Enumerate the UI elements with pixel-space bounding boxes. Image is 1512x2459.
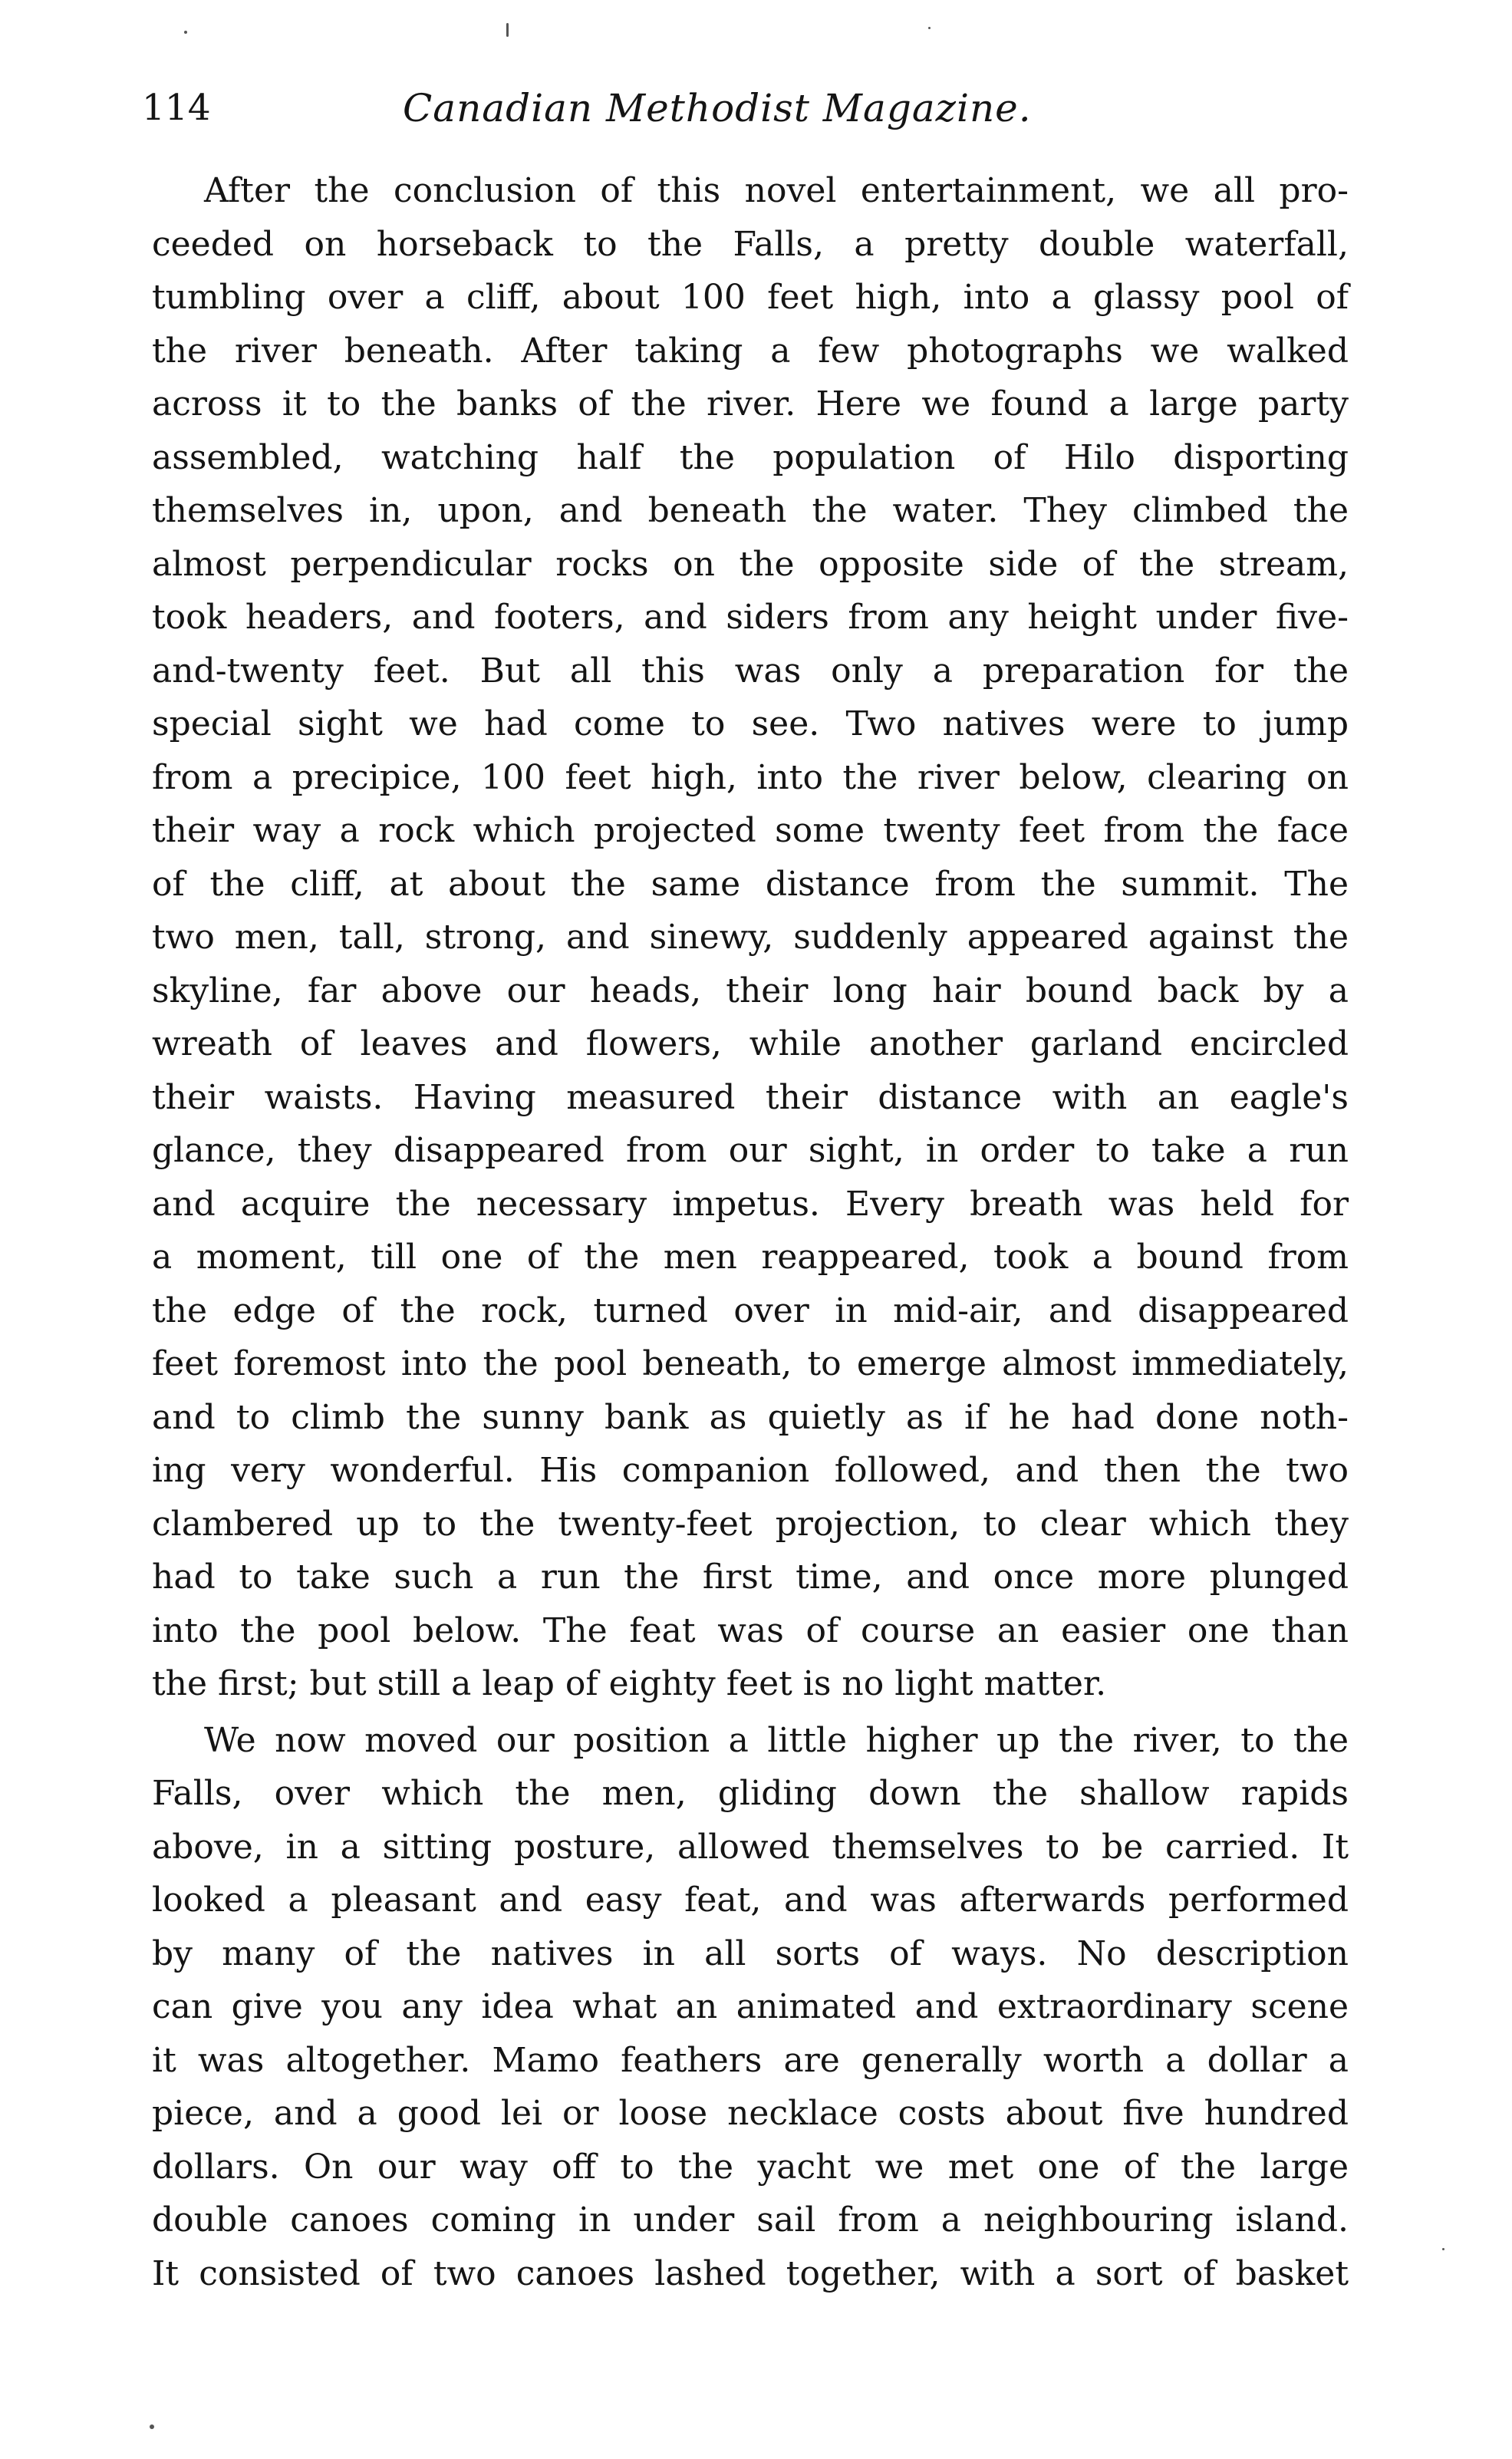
text-line: two men, tall, strong, and sinewy, suddenly appeared against the bbox=[152, 918, 1349, 957]
text-line: themselves in, upon, and beneath the water. They climbed the bbox=[152, 491, 1349, 530]
text-line: piece, and a good lei or loose necklace costs about five hundred bbox=[152, 2094, 1349, 2133]
text-line: across it to the banks of the river. Here we found a large party bbox=[152, 384, 1349, 424]
text-line: Falls, over which the men, gliding down the shallow rapids bbox=[152, 1774, 1349, 1813]
text-line: clambered up to the twenty-feet projection, to clear which they bbox=[152, 1504, 1349, 1544]
text-line: took headers, and footers, and siders from any height under five- bbox=[152, 598, 1349, 637]
body-text bbox=[152, 164, 1349, 2300]
text-line: ing very wonderful. His companion followed, and then the two bbox=[152, 1451, 1349, 1490]
scan-speck bbox=[184, 31, 187, 34]
text-line: wreath of leaves and flowers, while another garland encircled bbox=[152, 1024, 1349, 1063]
text-line: We now moved our position a little higher up the river, to the bbox=[204, 1720, 1349, 1760]
text-line: of the cliff, at about the same distance from the summit. The bbox=[152, 864, 1349, 904]
text-line: the river beneath. After taking a few photographs we walked bbox=[152, 331, 1349, 371]
text-line: and acquire the necessary impetus. Every breath was held for bbox=[152, 1184, 1349, 1224]
scan-speck bbox=[150, 2424, 154, 2429]
text-line: and to climb the sunny bank as quietly as if he had done noth- bbox=[152, 1397, 1349, 1437]
running-header bbox=[142, 74, 1354, 143]
text-line: the first; but still a leap of eighty feet is no light matter. bbox=[152, 1664, 1107, 1703]
scan-speck bbox=[928, 27, 931, 29]
journal-title: Canadian Methodist Magazine. bbox=[403, 86, 1032, 130]
text-line: looked a pleasant and easy feat, and was afterwards performed bbox=[152, 1881, 1349, 1920]
text-line: glance, they disappeared from our sight, in order to take a run bbox=[152, 1131, 1349, 1170]
text-line: double canoes coming in under sail from a neighbouring island. bbox=[152, 2200, 1349, 2240]
text-line: the edge of the rock, turned over in mid-air, and disappeared bbox=[152, 1290, 1349, 1330]
text-line: After the conclusion of this novel entertainment, we all pro- bbox=[204, 171, 1349, 210]
text-line: dollars. On our way off to the yacht we met one of the large bbox=[152, 2147, 1349, 2187]
text-line: into the pool below. The feat was of course an easier one than bbox=[152, 1610, 1349, 1650]
text-line: special sight we had come to see. Two natives were to jump bbox=[152, 704, 1349, 743]
text-line: above, in a sitting posture, allowed themselves to be carried. It bbox=[152, 1827, 1349, 1867]
text-line: a moment, till one of the men reappeared, took a bound from bbox=[152, 1238, 1349, 1277]
scan-speck bbox=[1442, 2248, 1444, 2250]
text-line: and-twenty feet. But all this was only a preparation for the bbox=[152, 651, 1349, 691]
text-line: had to take such a run the first time, and once more plunged bbox=[152, 1557, 1349, 1597]
text-line: from a precipice, 100 feet high, into the river below, clearing on bbox=[152, 757, 1349, 797]
text-line: their waists. Having measured their distance with an eagle's bbox=[152, 1077, 1349, 1117]
text-line: their way a rock which projected some twenty feet from the face bbox=[152, 811, 1349, 850]
text-line: skyline, far above our heads, their long hair bound back by a bbox=[152, 971, 1349, 1010]
scan-speck bbox=[506, 23, 509, 37]
text-line: can give you any idea what an animated and extraordinary scene bbox=[152, 1987, 1349, 2026]
text-line: almost perpendicular rocks on the opposite side of the stream, bbox=[152, 544, 1349, 584]
text-line: by many of the natives in all sorts of ways. No description bbox=[152, 1933, 1349, 1973]
text-line: It consisted of two canoes lashed together, with a sort of basket bbox=[152, 2253, 1349, 2293]
text-line: assembled, watching half the population of Hilo disporting bbox=[152, 437, 1349, 477]
text-line: feet foremost into the pool beneath, to emerge almost immediately, bbox=[152, 1344, 1349, 1383]
paragraph-1 bbox=[152, 164, 1349, 1711]
text-line: tumbling over a cliff, about 100 feet high, into a glassy pool of bbox=[152, 278, 1349, 317]
page-number: 114 bbox=[142, 87, 211, 129]
text-line: it was altogether. Mamo feathers are generally worth a dollar a bbox=[152, 2040, 1349, 2080]
text-line: ceeded on horseback to the Falls, a pretty double waterfall, bbox=[152, 224, 1349, 264]
paragraph-2 bbox=[152, 1714, 1349, 2301]
